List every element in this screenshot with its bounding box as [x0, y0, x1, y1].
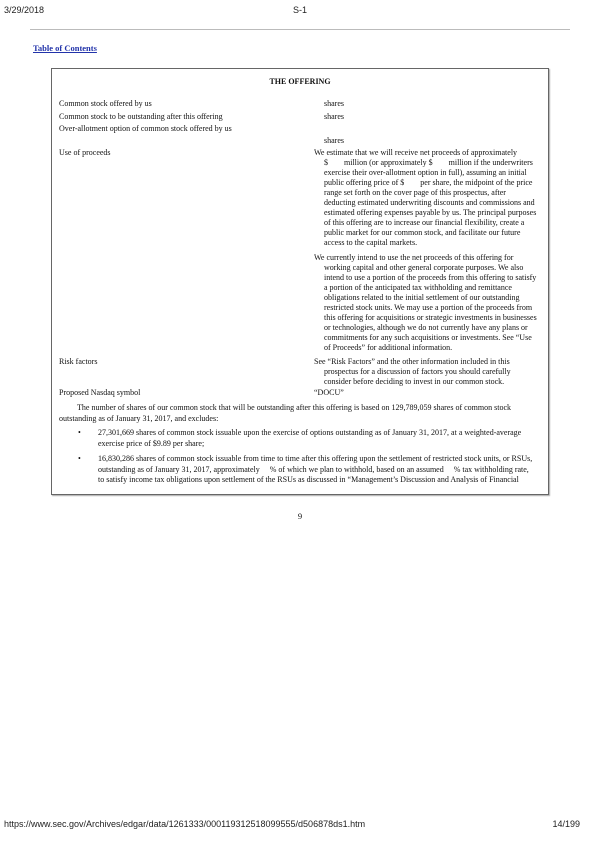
text-line: prospectus for a discussion of factors you should carefully — [324, 367, 511, 376]
row-value: shares — [324, 136, 344, 145]
footer-page-count: 14/199 — [552, 819, 580, 829]
text-line: access to the capital markets. — [324, 238, 418, 247]
text-line: working capital and other general corporate purposes. We also — [324, 263, 524, 272]
row-label: Common stock offered by us — [59, 99, 152, 108]
text-line: public market for our common stock, and facilitate our future — [324, 228, 521, 237]
text-line: to satisfy income tax obligations upon settlement of the RSUs as discussed in “Management’s Discussion and Analysis of Financial — [98, 475, 519, 484]
text-line: intend to use a portion of the proceeds from this offering to satisfy — [324, 273, 537, 282]
print-date: 3/29/2018 — [4, 5, 45, 15]
text-line: exercise price of $9.89 per share; — [98, 438, 205, 448]
summary-paragraph: The number of shares of our common stock that will be outstanding after this offering is based on 129,789,059 shares of common stock outstanding as of January 31, 2017, and excludes: — [59, 403, 511, 423]
row-label: Use of proceeds — [59, 148, 111, 157]
risk-factors-text — [314, 357, 511, 387]
text-line: outstanding as of January 31, 2017, approximately % of which we plan to withhold, based on an assumed % tax withholding rate, — [98, 464, 529, 474]
row-label: Risk factors — [59, 357, 98, 366]
row-label: Over-allotment option of common stock offered by us — [59, 124, 232, 133]
text-line: restricted stock units. We may use a portion of the proceeds from — [324, 303, 533, 312]
text-line: We currently intend to use the net proceeds of this offering for — [314, 253, 514, 262]
text-line: this offering for acquisitions or strategic investments in businesses — [324, 313, 537, 322]
text-line: See “Risk Factors” and the other information included in this — [314, 357, 510, 366]
text-line: of this offering are to increase our financial flexibility, create a — [324, 218, 525, 227]
text-line: a portion of the anticipated tax withholding and remittance — [324, 283, 512, 292]
use-of-proceeds-text-2 — [314, 253, 537, 353]
text-line: deducting estimated underwriting discounts and commissions and — [324, 198, 535, 207]
text-line: We estimate that we will receive net proceeds of approximately — [314, 148, 518, 157]
text-line: or technologies, although we do not currently have any plans or — [324, 323, 528, 332]
header-divider — [30, 29, 570, 30]
text-line: of Proceeds” for additional information. — [324, 343, 453, 352]
print-title: S-1 — [292, 5, 307, 15]
text-line: 16,830,286 shares of common stock issuable from time to time after this offering upon the settlement of restricted stock units, or RSUs, — [98, 454, 533, 463]
text-line: exercise their over-allotment option in full), assuming an initial — [324, 168, 527, 177]
row-label: Common stock to be outstanding after this offering — [59, 112, 223, 121]
table-of-contents-link[interactable]: Table of Contents — [33, 43, 97, 53]
use-of-proceeds-text — [314, 148, 536, 248]
row-value: “DOCU” — [314, 388, 344, 397]
text-line: range set forth on the cover page of this prospectus, after — [324, 188, 506, 197]
text-line: estimated offering expenses payable by us. The principal purposes — [324, 208, 537, 217]
text-line: public offering price of $ per share, the midpoint of the price — [324, 178, 533, 187]
text-line: $ million (or approximately $ million if the underwriters — [324, 158, 533, 167]
text-line: 27,301,669 shares of common stock issuable upon the exercise of options outstanding as of January 31, 2017, at a weighted-average — [98, 428, 522, 437]
text-line: obligations related to the initial settlement of our outstanding — [324, 293, 520, 302]
text-line: consider before deciding to invest in our common stock. — [324, 377, 505, 386]
text-line: commitments for any such acquisitions or investments. See “Use — [324, 333, 532, 342]
section-title: THE OFFERING — [269, 77, 331, 86]
row-value: shares — [324, 99, 344, 108]
row-value: shares — [324, 112, 344, 121]
row-label: Proposed Nasdaq symbol — [59, 388, 141, 397]
offering-box: THE OFFERING Common stock offered by us shares Common stock to be outstanding after this offering shares Over-allotment option of common stock offered by us shares Use of proceeds We estimate that we will receive net proceeds of approximately $ million (or approximately $ million if the underwriters exercise their over-allotment option in full), assuming an initial public offering price of $ per share, the midpoint of the price range set forth on the cover page of this prospectus, after deducting estimated underwriting discounts and commissions and estimated offering expenses payable by us. The principal purposes of this offering are to increase our financial flexibility, create a public market for our common stock, and facilitate our future access to the capital markets. We currently intend to use the net proceeds of this offering for working capital and other general corporate purposes. We also intend to use a portion of the proceeds from this offering to satisfy a portion of the anticipated tax withholding and remittance obligations related to the initial settlement of our outstanding restricted stock units. We may use a portion of the proceeds from this offering for acquisitions or strategic investments in businesses or technologies, although we do not currently have any plans or commitments for any such acquisitions or investments. See “Use of Proceeds” for additional information. Risk factors See “Risk Factors” and the other information included in this prospectus for a discussion of factors you should carefully consider before deciding to invest in our common stock. Proposed Nasdaq symbol “DOCU” The number of shares of our common stock that will be outstanding after this offering is based on 129,789,059 shares of common stock outstanding as of January 31, 2017, and excludes: • 27,301,669 shares of common stock issuable upon the exercise of options outstanding as of January 31, 2017, at a weighted-average exercise price of $9.89 per share; • 16,830,286 shares of common stock issuable from time to time after this offering upon the settlement of restricted stock units, or RSUs, outstanding as of January 31, 2017, approximately % of which we plan to withhold, based on an assumed % tax withholding rate, to satisfy income tax obligations upon settlement of the RSUs as discussed in “Management’s Discussion and Analysis of Financial — [51, 68, 549, 495]
page-number: 9 — [297, 511, 303, 521]
footer-url: https://www.sec.gov/Archives/edgar/data/1261333/000119312518099555/d506878ds1.htm — [4, 819, 366, 829]
